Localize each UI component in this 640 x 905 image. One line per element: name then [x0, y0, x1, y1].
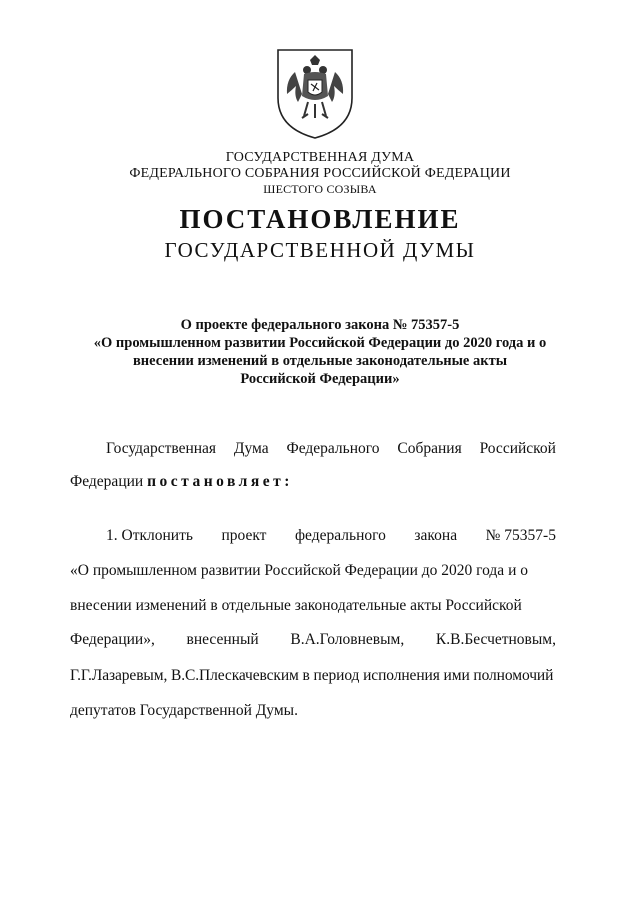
word: № 75357-5 — [485, 527, 556, 544]
word: внесенный — [186, 631, 259, 648]
paragraph2-line1 — [106, 527, 556, 545]
word: Государственная — [106, 440, 217, 457]
word: К.В.Бесчетновым, — [435, 631, 556, 648]
convocation-label: ШЕСТОГО СОЗЫВА — [263, 182, 377, 196]
subject-line: «О промышленном развитии Российской Федерации до 2020 года и о — [93, 335, 547, 351]
word: 1. Отклонить — [106, 527, 193, 544]
document-subtitle: ГОСУДАРСТВЕННОЙ ДУМЫ — [164, 238, 476, 262]
word: федерального — [295, 527, 386, 544]
coat-of-arms-emblem — [272, 46, 358, 142]
word: Дума — [233, 440, 269, 457]
word: проект — [221, 527, 267, 544]
word: Федерации — [70, 473, 144, 490]
org-name-line2: ФЕДЕРАЛЬНОГО СОБРАНИЯ РОССИЙСКОЙ ФЕДЕРАЦИИ — [129, 166, 511, 181]
word: Собрания — [397, 440, 462, 457]
org-name-line1: ГОСУДАРСТВЕННАЯ ДУМА — [225, 150, 415, 165]
paragraph1-line2 — [70, 473, 556, 491]
word: закона — [414, 527, 458, 544]
word: Федерации», — [70, 631, 155, 648]
paragraph1-line1 — [106, 440, 556, 458]
subject-block — [60, 316, 580, 388]
subject-line: внесении изменений в отдельные законодательные акты — [132, 353, 508, 369]
paragraph2-line6: депутатов Государственной Думы. — [70, 702, 298, 719]
word: В.А.Головневым, — [290, 631, 405, 648]
resolves-word: постановляет: — [147, 473, 293, 490]
subject-line: Российской Федерации» — [240, 371, 400, 387]
paragraph2-line4 — [70, 631, 556, 649]
paragraph2-line2: «О промышленном развитии Российской Федерации до 2020 года и о — [70, 562, 528, 579]
paragraph2-line3: внесении изменений в отдельные законодательные акты Российской — [70, 597, 522, 614]
document-title: ПОСТАНОВЛЕНИЕ — [179, 204, 461, 234]
word: Российской — [479, 440, 556, 457]
word: Федерального — [286, 440, 380, 457]
subject-line: О проекте федерального закона № 75357-5 — [180, 317, 460, 333]
paragraph2-line5: Г.Г.Лазаревым, В.С.Плескачевским в период исполнения ими полномочий — [70, 667, 554, 684]
